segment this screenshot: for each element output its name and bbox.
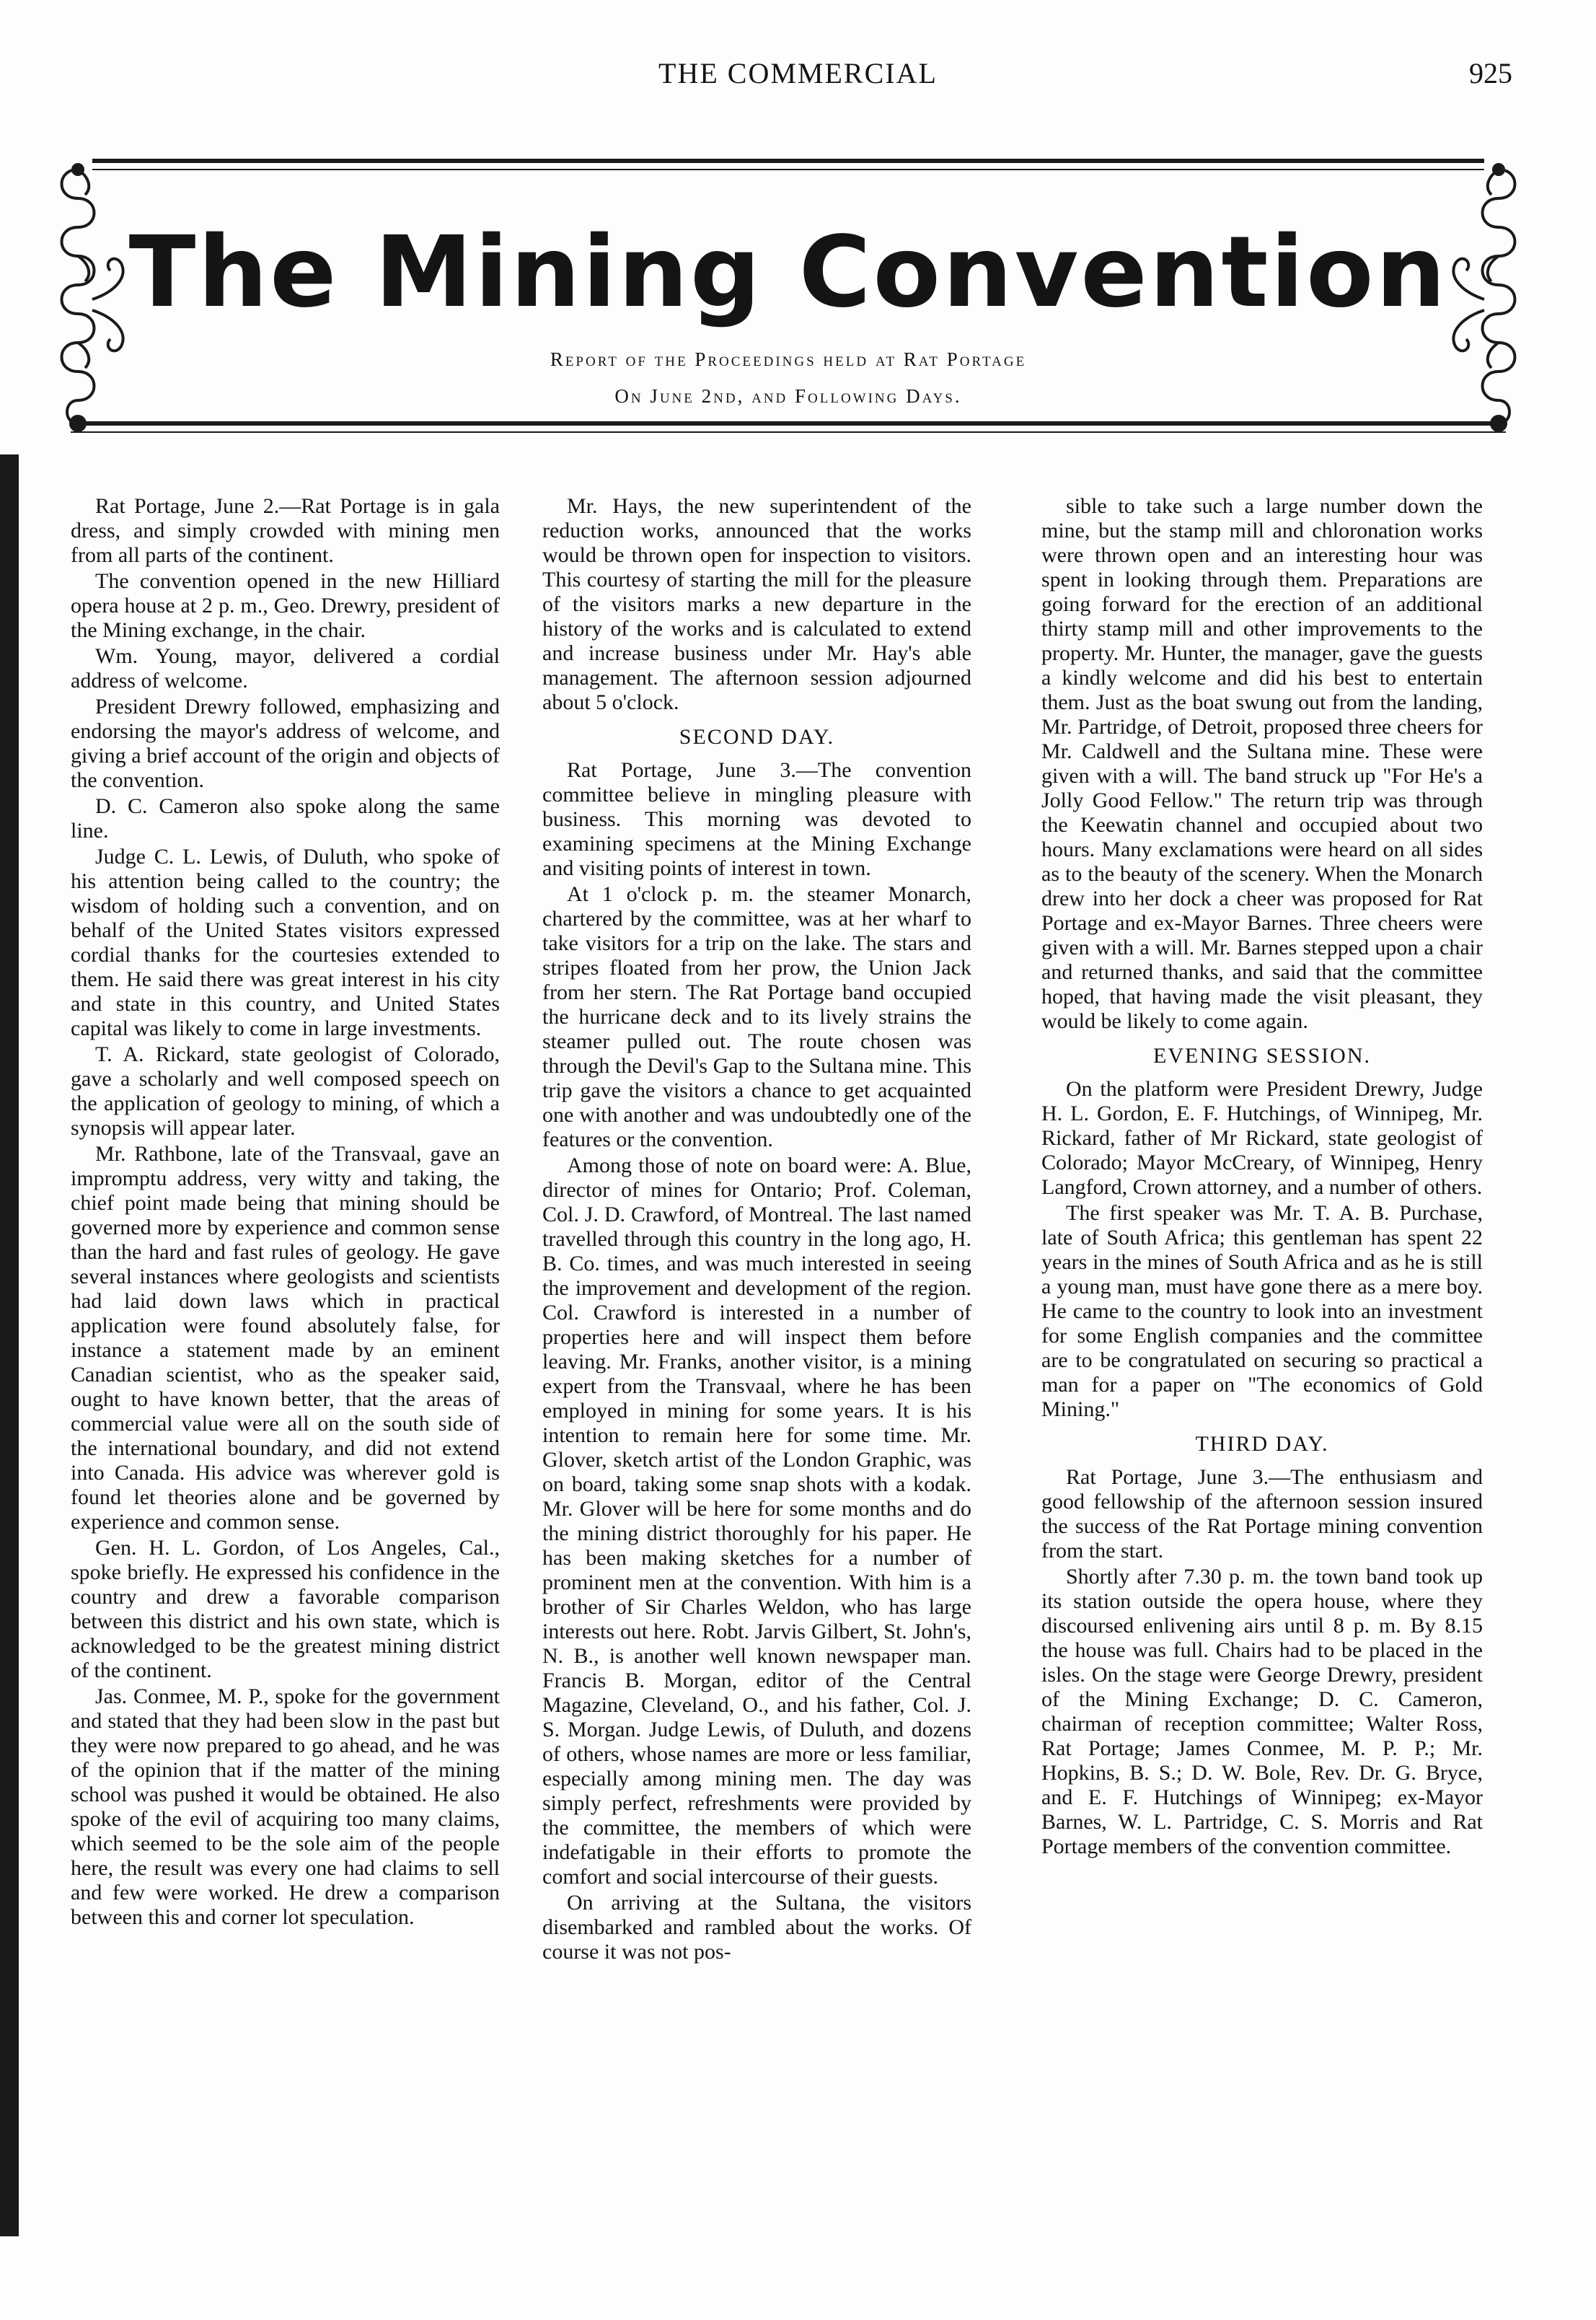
article-paragraph: Rat Portage, June 2.—Rat Portage is in gala dress, and simply crowded with mining men from all parts of the continent. xyxy=(71,494,500,567)
subheadline-line-2: On June 2nd, and Following Days. xyxy=(614,385,962,408)
headline: The Mining Convention xyxy=(128,216,1448,330)
section-heading: THIRD DAY. xyxy=(1195,1432,1329,1456)
article-paragraph: The convention opened in the new Hilliard opera house at 2 p. m., Geo. Drewry, president of the Mining exchange, in the chair. xyxy=(71,569,500,642)
article-paragraph: Rat Portage, June 3.—The convention committee believe in mingling pleasure with business. This morning was devoted to examining specimens at the Mining Exchange and visiting points of interest in town. xyxy=(542,758,971,880)
article-column-3 xyxy=(1041,494,1483,1860)
article-paragraph: Jas. Conmee, M. P., spoke for the government and stated that they had been slow in the past but they were now prepared to go ahead, and he was of the opinion that if the matter of the mining school was pushed it would be obtained. He also spoke of the evil of acquiring too many claims, which seemed to be the sole aim of the people here, the result was every one had claims to sell and few were worked. He drew a comparison between this and corner lot speculation. xyxy=(71,1684,500,1929)
subheadline xyxy=(49,341,1527,416)
article-column-2 xyxy=(542,494,971,1966)
article-paragraph: The first speaker was Mr. T. A. B. Purchase, late of South Africa; this gentleman has spent 22 years in the mines of South Africa and as he is still a young man, must have gone there as a mere boy. He came to the country to look into an investment for some English companies and the committee are to be congratulated on securing so practical a man for a paper on "The economics of Gold Mining." xyxy=(1041,1201,1483,1421)
article-column-1 xyxy=(71,494,500,1931)
article-paragraph: Rat Portage, June 3.—The enthusiasm and good fellowship of the afternoon session insured the success of the Rat Portage mining convention from the start. xyxy=(1041,1465,1483,1563)
article-paragraph: T. A. Rickard, state geologist of Colorado, gave a scholarly and well composed speech on the application of geology to mining, of which a synopsis will appear later. xyxy=(71,1042,500,1140)
article-paragraph: sible to take such a large number down the mine, but the stamp mill and chloronation works were thrown open and an interesting hour was spent in looking through them. Preparations are going forward for the erection of an additional thirty stamp mill and other improvements to the property. Mr. Hunter, the manager, gave the guests a kindly welcome and did his best to entertain them. Just as the boat swung out from the landing, Mr. Partridge, of Detroit, proposed three cheers for Mr. Caldwell and the Sultana mine. These were given with a will. The band struck up "For He's a Jolly Good Fellow." The return trip was through the Keewatin channel and occupied about two hours. Many exclamations were heard on all sides as to the beauty of the scenery. When the Monarch drew into her dock a cheer was proposed for Rat Portage and ex-Mayor Barnes. Three cheers were given with a will. Mr. Barnes stepped upon a chair and returned thanks, and said that the committee hoped, that having made the visit pleasant, they would be likely to come again. xyxy=(1041,494,1483,1033)
article-paragraph: Gen. H. L. Gordon, of Los Angeles, Cal., spoke briefly. He expressed his confidence in the country and drew a favorable comparison between this district and his own state, which is acknowledged to be the greatest mining district of the continent. xyxy=(71,1536,500,1682)
publication-title: THE COMMERCIAL xyxy=(658,57,938,89)
title-banner xyxy=(49,155,1527,444)
page-number: 925 xyxy=(1469,57,1512,89)
section-heading: EVENING SESSION. xyxy=(1153,1044,1371,1068)
article-paragraph: Among those of note on board were: A. Blue, director of mines for Ontario; Prof. Coleman, Col. J. D. Crawford, of Montreal. The last named travelled through this country in the long ago, H. B. Co. times, and was much interested in seeing the improvement and development of the region. Col. Crawford is interested in a number of properties here and will inspect them before leaving. Mr. Franks, another visitor, is a mining expert from the Transvaal, where he has been employed in mining for some years. It is his intention to remain here for some time. Mr. Glover, sketch artist of the London Graphic, was on board, taking some snap shots with a kodak. Mr. Glover will be here for some months and do the mining district thoroughly for his paper. He has been making sketches for a number of prominent men at the convention. With him is a brother of Sir Charles Weldon, who has large interests out here. Robt. Jarvis Gilbert, St. John's, N. B., is another well known newspaper man. Francis B. Morgan, editor of the Central Magazine, Cleveland, O., and his father, Col. J. S. Morgan. Judge Lewis, of Duluth, and dozens of others, whose names are more or less familiar, especially among mining men. The day was simply perfect, refreshments were provided by the committee, the members of which were indefatigable in their efforts to promote the comfort and social intercourse of their guests. xyxy=(542,1154,971,1889)
article-paragraph: D. C. Cameron also spoke along the same line. xyxy=(71,794,500,843)
article-paragraph: On arriving at the Sultana, the visitors disembarked and rambled about the works. Of course it was not pos- xyxy=(542,1891,971,1964)
section-heading: SECOND DAY. xyxy=(679,725,835,749)
page-edge-shadow xyxy=(0,454,19,2236)
article-paragraph: On the platform were President Drewry, Judge H. L. Gordon, E. F. Hutchings, of Winnipeg, Mr. Rickard, father of Mr Rickard, state geologist of Colorado; Mayor McCreary, of Winnipeg, Henry Langford, Crown attorney, and a number of others. xyxy=(1041,1077,1483,1199)
article-paragraph: At 1 o'clock p. m. the steamer Monarch, chartered by the committee, was at her wharf to take visitors for a trip on the lake. The stars and stripes floated from her prow, the Union Jack from her stern. The Rat Portage band occupied the hurricane deck and to its lively strains the steamer pulled out. The route chosen was through the Devil's Gap to the Sultana mine. This trip gave the visitors a chance to get acquainted one with another and was undoubtedly one of the features or the convention. xyxy=(542,882,971,1151)
article-paragraph: Wm. Young, mayor, delivered a cordial address of welcome. xyxy=(71,644,500,693)
article-paragraph: President Drewry followed, emphasizing and endorsing the mayor's address of welcome, and giving a brief account of the origin and objects of the convention. xyxy=(71,695,500,792)
article-paragraph: Mr. Rathbone, late of the Transvaal, gave an impromptu address, very witty and taking, the chief point made being that mining should be governed more by experience and common sense than the hard and fast rules of geology. He gave several instances where geologists and scientists had laid down laws which in practical application were found absolutely false, for instance a statement made by an eminent Canadian scientist, who as the speaker said, ought to have known better, that the areas of commercial value were all on the south side of the international boundary, and did not extend into Canada. His advice was wherever gold is found let theories alone and be governed by experience and common sense. xyxy=(71,1142,500,1534)
article-paragraph: Shortly after 7.30 p. m. the town band took up its station outside the opera house, where they discoursed enlivening airs until 8 p. m. By 8.15 the house was full. Chairs had to be placed in the isles. On the stage were George Drewry, president of the Mining Exchange; D. C. Cameron, chairman of reception committee; Walter Ross, Rat Portage; James Conmee, M. P. P.; Mr. Hopkins, B. S.; D. W. Bole, Rev. Dr. G. Bryce, and E. F. Hutchings of Winnipeg; ex-Mayor Barnes, W. L. Partridge, C. S. Morris and Rat Portage members of the convention committee. xyxy=(1041,1565,1483,1858)
article-paragraph: Judge C. L. Lewis, of Duluth, who spoke of his attention being called to the country; the wisdom of holding such a convention, and on behalf of the United States visitors expressed cordial thanks for the courtesies extended to them. He said there was great interest in his city and state in this country, and United States capital was likely to come in large investments. xyxy=(71,845,500,1040)
running-head xyxy=(0,56,1596,100)
article-paragraph: Mr. Hays, the new superintendent of the reduction works, announced that the works would be thrown open for inspection to visitors. This courtesy of starting the mill for the pleasure of the visitors marks a new departure in the history of the works and is calculated to extend and increase business under Mr. Hay's able management. The afternoon session adjourned about 5 o'clock. xyxy=(542,494,971,714)
subheadline-line-1: Report of the Proceedings held at Rat Portage xyxy=(550,348,1027,370)
